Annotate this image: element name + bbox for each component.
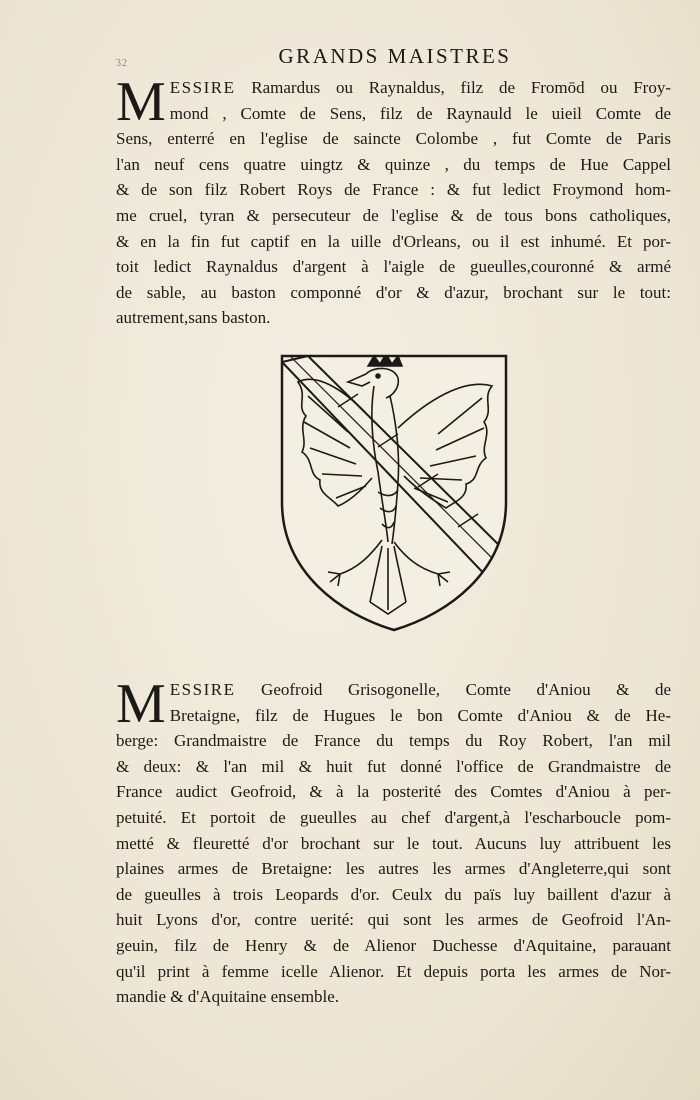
text-line: Sens, enterré en l'eglise de saincte Colombe , fut Comte de Paris <box>116 129 671 149</box>
running-head: GRANDS MAISTRES <box>278 44 512 68</box>
text-line: qu'il print à femme icelle Alienor. Et depuis porta les armes de Nor- <box>116 961 671 981</box>
eagle-shield-icon <box>278 352 510 634</box>
coat-of-arms <box>278 352 510 634</box>
folio-number: 32 <box>116 58 128 69</box>
text-line: berge: Grandmaistre de France du temps du Roy Robert, l'an mil <box>116 731 671 751</box>
drop-cap: M <box>116 71 166 133</box>
text-line: de sable, au baston componné d'or & d'azur, brochant sur le tout: <box>116 282 671 302</box>
line-text: Geofroid Grisogonelle, Comte d'Aniou & de <box>235 680 671 699</box>
entry-geofroid <box>116 673 671 1010</box>
text-line <box>116 677 671 703</box>
text-line: & de son filz Robert Roys de France : & fut ledict Froymond hom- <box>116 180 671 200</box>
text-line: mandie & d'Aquitaine ensemble. <box>116 987 340 1007</box>
text-line: toit ledict Raynaldus d'argent à l'aigle de gueulles,couronné & armé <box>116 257 671 277</box>
text-line: autrement,sans baston. <box>116 308 271 328</box>
text-line: huit Lyons d'or, contre uerité: qui sont les armes de Geofroid l'An- <box>116 910 671 930</box>
text-line: geuin, filz de Henry & de Alienor Duchesse d'Aquitaine, parauant <box>116 935 671 955</box>
text-line: Bretaigne, filz de Hugues le bon Comte d'Aniou & de He- <box>169 705 671 725</box>
lead-word: ESSIRE <box>169 78 236 97</box>
line-text: Ramardus ou Raynaldus, filz de Fromōd ou Froy- <box>235 78 671 97</box>
drop-cap: M <box>116 673 166 735</box>
entry-ramardus <box>116 71 671 331</box>
text-line: metté & fleuretté d'or brochant sur le tout. Aucuns luy attribuent les <box>116 833 671 853</box>
text-line: plaines armes de Bretaigne: les autres les armes d'Angleterre,qui sont <box>116 859 671 879</box>
text-line <box>116 75 671 101</box>
text-line: l'an neuf cens quatre uingtz & quinze , du temps de Hue Cappel <box>116 154 671 174</box>
text-line: & deux: & l'an mil & huit fut donné l'office de Grandmaistre de <box>116 756 671 776</box>
text-line: de gueulles à trois Leopards d'or. Ceulx du païs luy baillent d'azur à <box>116 884 671 904</box>
text-line: France audict Geofroid, & à la posterité des Comtes d'Aniou à per- <box>116 782 671 802</box>
text-line: & en la fin fut captif en la uille d'Orleans, ou il est inhumé. Et por- <box>116 231 671 251</box>
lead-word: ESSIRE <box>169 680 236 699</box>
text-line: me cruel, tyran & persecuteur de l'eglise & de tous bons catholiques, <box>116 205 671 225</box>
text-line: petuité. Et portoit de gueulles au chef d'argent,à l'escharboucle pom- <box>116 807 671 827</box>
text-line: mond , Comte de Sens, filz de Raynauld le uieil Comte de <box>169 103 671 123</box>
